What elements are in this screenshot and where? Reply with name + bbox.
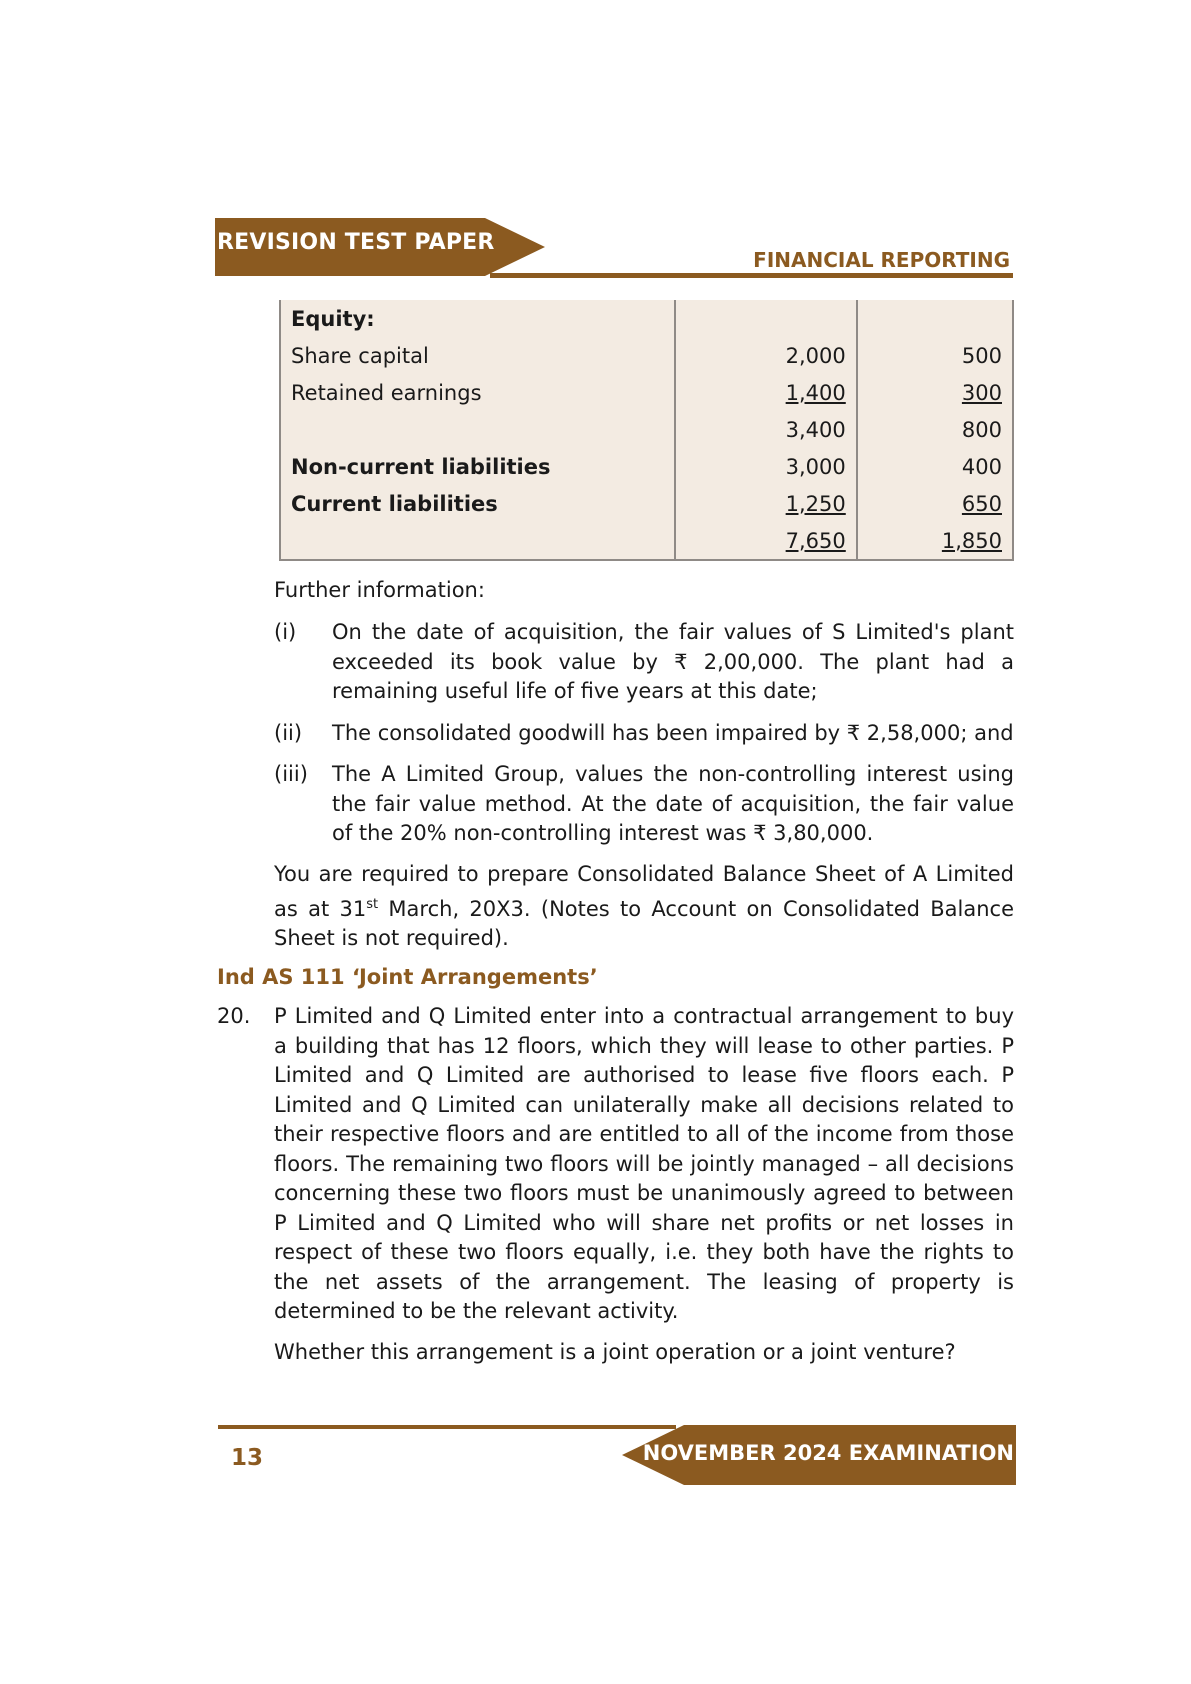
item-text: The consolidated goodwill has been impaired by ₹ 2,58,000; and (332, 721, 1014, 745)
a-value: 3,000 (675, 448, 857, 485)
a-value: 7,650 (785, 528, 846, 553)
required-text-1: You are required to prepare Consolidated Balance Sheet of A Limited as at 31 (274, 862, 1014, 921)
table-row (280, 411, 1013, 448)
item-number: (i) (274, 620, 297, 644)
table-row (280, 448, 1013, 485)
footer-exam-text: NOVEMBER 2024 EXAMINATION (642, 1441, 1014, 1465)
required-text-2: March, 20X3. (Notes to Account on Consolidated Balance Sheet is not required). (274, 896, 1015, 950)
footer-banner (622, 1425, 1016, 1485)
item-number: (ii) (274, 721, 303, 745)
header-banner (215, 218, 545, 276)
balance-sheet-table (279, 300, 1014, 561)
row-label: Share capital (291, 343, 429, 368)
s-value: 800 (857, 411, 1013, 448)
page-number: 13 (231, 1445, 264, 1471)
item-text: On the date of acquisition, the fair values of S Limited's plant exceeded its book value by ₹ 2,00,000. The plant had a remaining useful life of five years at this date; (332, 620, 1014, 703)
s-value: 1,850 (941, 528, 1002, 553)
required-instruction (274, 860, 1014, 954)
section-title: Ind AS 111 ‘Joint Arrangements’ (217, 965, 598, 989)
row-label: Current liabilities (291, 491, 498, 516)
table-row (280, 337, 1013, 374)
row-label (280, 411, 675, 448)
table-row (280, 374, 1013, 411)
row-label: Non-current liabilities (291, 454, 551, 479)
further-info-heading: Further information: (274, 578, 485, 602)
a-value: 1,400 (785, 380, 846, 405)
s-value: 650 (961, 491, 1002, 516)
footer-rule (218, 1425, 676, 1429)
a-value: 2,000 (675, 337, 857, 374)
header-subject: FINANCIAL REPORTING (753, 248, 1010, 272)
question-prompt: Whether this arrangement is a joint operation or a joint venture? (274, 1340, 956, 1364)
item-text: The A Limited Group, values the non-controlling interest using the fair value method. At the date of acquisition, the fair value of the 20% non-controlling interest was ₹ 3,80,000. (332, 762, 1014, 845)
a-value: 1,250 (785, 491, 846, 516)
table-row (280, 485, 1013, 522)
s-value: 400 (857, 448, 1013, 485)
a-value: 3,400 (675, 411, 857, 448)
s-value (857, 300, 1013, 337)
table-row (280, 522, 1013, 560)
question-text: P Limited and Q Limited enter into a contractual arrangement to buy a building that has 12 floors, which they will lease to other parties. P Limited and Q Limited are authorised to lease five floors each. P Limited and Q Limited can unilaterally make all decisions related to their respective floors and are entitled to all of the income from those floors. The remaining two floors will be jointly managed – all decisions concerning these two floors must be unanimously agreed to between P Limited and Q Limited who will share net profits or net losses in respect of these two floors equally, i.e. they both have the rights to the net assets of the arrangement. The leasing of property is determined to be the relevant activity. (274, 1004, 1014, 1323)
row-label (280, 522, 675, 560)
row-label: Retained earnings (291, 380, 482, 405)
header-banner-text: REVISION TEST PAPER (217, 230, 495, 255)
table-row (280, 300, 1013, 337)
question-number: 20. (217, 1004, 251, 1028)
a-value (675, 300, 857, 337)
s-value: 300 (961, 380, 1002, 405)
required-sup: st (366, 896, 379, 912)
item-number: (iii) (274, 762, 308, 786)
header-rule (490, 273, 1013, 278)
row-label: Equity: (291, 306, 375, 331)
s-value: 500 (857, 337, 1013, 374)
